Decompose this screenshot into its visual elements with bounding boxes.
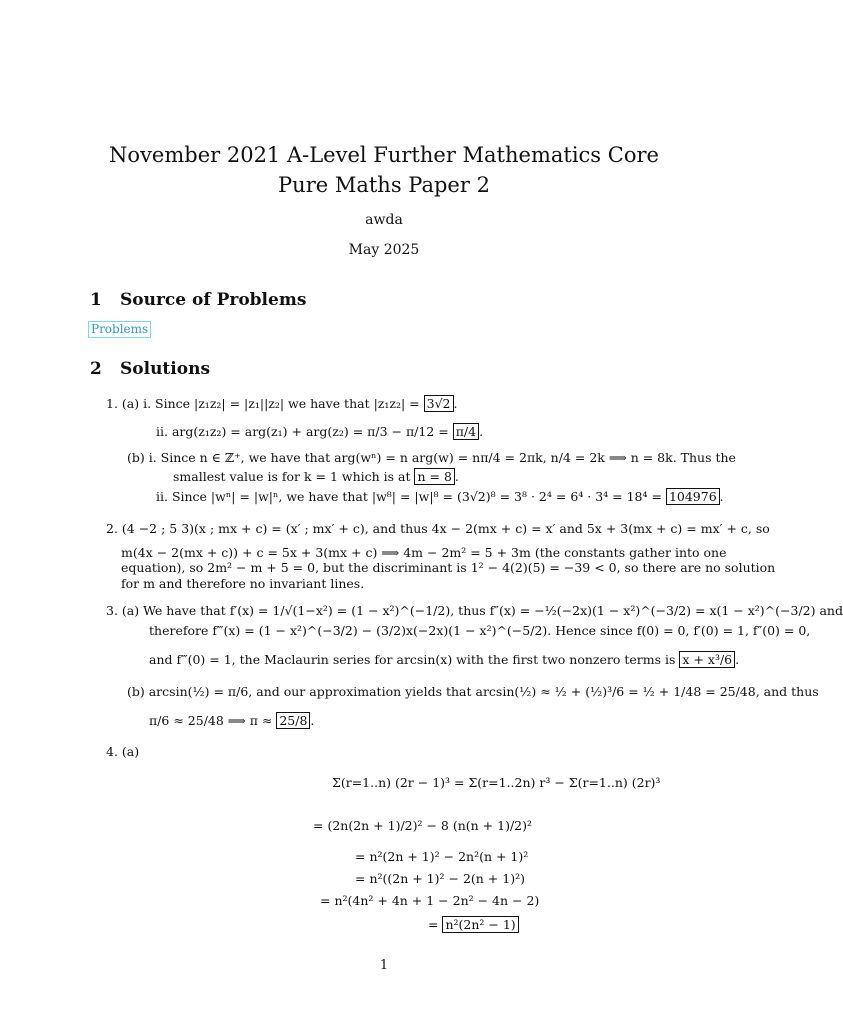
q4-eq-line1: Σ(r=1..n) (2r − 1)³ = Σ(r=1..2n) r³ − Σ(r=1..n) (2r)³	[332, 775, 661, 790]
q3a-answer: x + x³/6	[679, 651, 735, 668]
q1b-ii-answer: 104976	[666, 488, 720, 505]
q2-line2: m(4x − 2(mx + c)) + c = 5x + 3(mx + c) ⟹ 4m − 2m² = 5 + 3m (the constants gather into one	[121, 545, 727, 560]
q4-eq-line5: = n²(4n² + 4n + 1 − 2n² − 4n − 2)	[320, 893, 540, 908]
q1b-i-line2: smallest value is for k = 1 which is at n = 8 .	[173, 469, 459, 484]
q1a-i-text: 1. (a) i. Since |z₁z₂| = |z₁||z₂| we have that |z₁z₂| = 3√2 .	[106, 396, 458, 411]
q3b-line1: (b) arcsin(½) = π/6, and our approximation yields that arcsin(½) ≈ ½ + (½)³/6 = ½ + 1/48 = 25/48, and thus	[127, 684, 819, 699]
q1a-ii-text: ii. arg(z₁z₂) = arg(z₁) + arg(z₂) = π/3 − π/12 = π/4 .	[156, 424, 484, 439]
section-number: 2	[90, 359, 102, 379]
paper-title: November 2021 A-Level Further Mathematics Core Pure Maths Paper 2	[109, 143, 659, 197]
section-title: Solutions	[120, 359, 211, 379]
q1b-ii-text: ii. Since |wⁿ| = |w|ⁿ, we have that |w⁸| = |w|⁸ = (3√2)⁸ = 3⁸ · 2⁴ = 6⁴ · 3⁴ = 18⁴ = 104976 .	[156, 489, 724, 504]
q3a-statement: and f‴(0) = 1, the Maclaurin series for arcsin(x) with the first two nonzero terms is	[149, 652, 676, 667]
q4-eq-line4: = n²((2n + 1)² − 2(n + 1)²)	[355, 871, 525, 886]
equals-sign: =	[428, 917, 439, 932]
q1b-i-answer: n = 8	[414, 468, 454, 485]
section-title: Source of Problems	[120, 290, 307, 310]
q1b-i-line1: (b) i. Since n ∈ ℤ⁺, we have that arg(wⁿ) = n arg(w) = nπ/4 = 2πk, n/4 = 2k ⟹ n = 8k. Thus the	[127, 450, 736, 465]
section-number: 1	[90, 290, 102, 310]
q1b-i-statement: smallest value is for k = 1 which is at	[173, 469, 411, 484]
q4a-label: 4. (a)	[106, 744, 140, 759]
q3b-line2: π/6 ≈ 25/48 ⟹ π ≈ 25/8 .	[149, 713, 315, 728]
q1a-ii-answer: π/4	[453, 423, 479, 440]
section-heading-solutions	[90, 359, 210, 379]
date: May 2025	[348, 242, 420, 258]
q3b-answer: 25/8	[276, 712, 310, 729]
author: awda	[365, 212, 403, 228]
q1a-i-answer: 3√2	[424, 395, 454, 412]
q1a-i-statement: 1. (a) i. Since |z₁z₂| = |z₁||z₂| we have that |z₁z₂| =	[106, 396, 420, 411]
q2-line3: equation), so 2m² − m + 5 = 0, but the discriminant is 1² − 4(2)(5) = −39 < 0, so there are no solution	[121, 560, 776, 575]
q4-eq-line3: = n²(2n + 1)² − 2n²(n + 1)²	[355, 849, 529, 864]
q1a-ii-statement: ii. arg(z₁z₂) = arg(z₁) + arg(z₂) = π/3 − π/12 =	[156, 424, 449, 439]
q4-eq-line6	[428, 917, 519, 932]
problems-link[interactable]: Problems	[88, 321, 151, 338]
page-number: 1	[379, 958, 389, 973]
q1b-ii-statement: ii. Since |wⁿ| = |w|ⁿ, we have that |w⁸| = |w|⁸ = (3√2)⁸ = 3⁸ · 2⁴ = 6⁴ · 3⁴ = 18⁴ =	[156, 489, 662, 504]
q3a-line2: therefore f‴(x) = (1 − x²)^(−3/2) − (3/2)x(−2x)(1 − x²)^(−5/2). Hence since f(0) = 0, f′(0) = 1, f″(0) = 0,	[149, 623, 811, 638]
q3a-line3: and f‴(0) = 1, the Maclaurin series for arcsin(x) with the first two nonzero terms is x + x³/6 .	[149, 652, 740, 667]
q2-line4: for m and therefore no invariant lines.	[121, 576, 365, 591]
section-heading-source	[90, 290, 306, 310]
q4-answer: n²(2n² − 1)	[442, 916, 518, 933]
q3b-statement: π/6 ≈ 25/48 ⟹ π ≈	[149, 713, 273, 728]
q3a-line1: 3. (a) We have that f′(x) = 1/√(1−x²) = (1 − x²)^(−1/2), thus f″(x) = −½(−2x)(1 − x²)^(−3/2) = x(1 − x²)^(−3/2) and	[106, 603, 843, 618]
q4-eq-line2: = (2n(2n + 1)/2)² − 8 (n(n + 1)/2)²	[313, 818, 533, 833]
q2-line1: 2. (4 −2 ; 5 3)(x ; mx + c) = (x′ ; mx′ + c), and thus 4x − 2(mx + c) = x′ and 5x + 3(mx + c) = mx′ + c, so	[106, 521, 770, 536]
